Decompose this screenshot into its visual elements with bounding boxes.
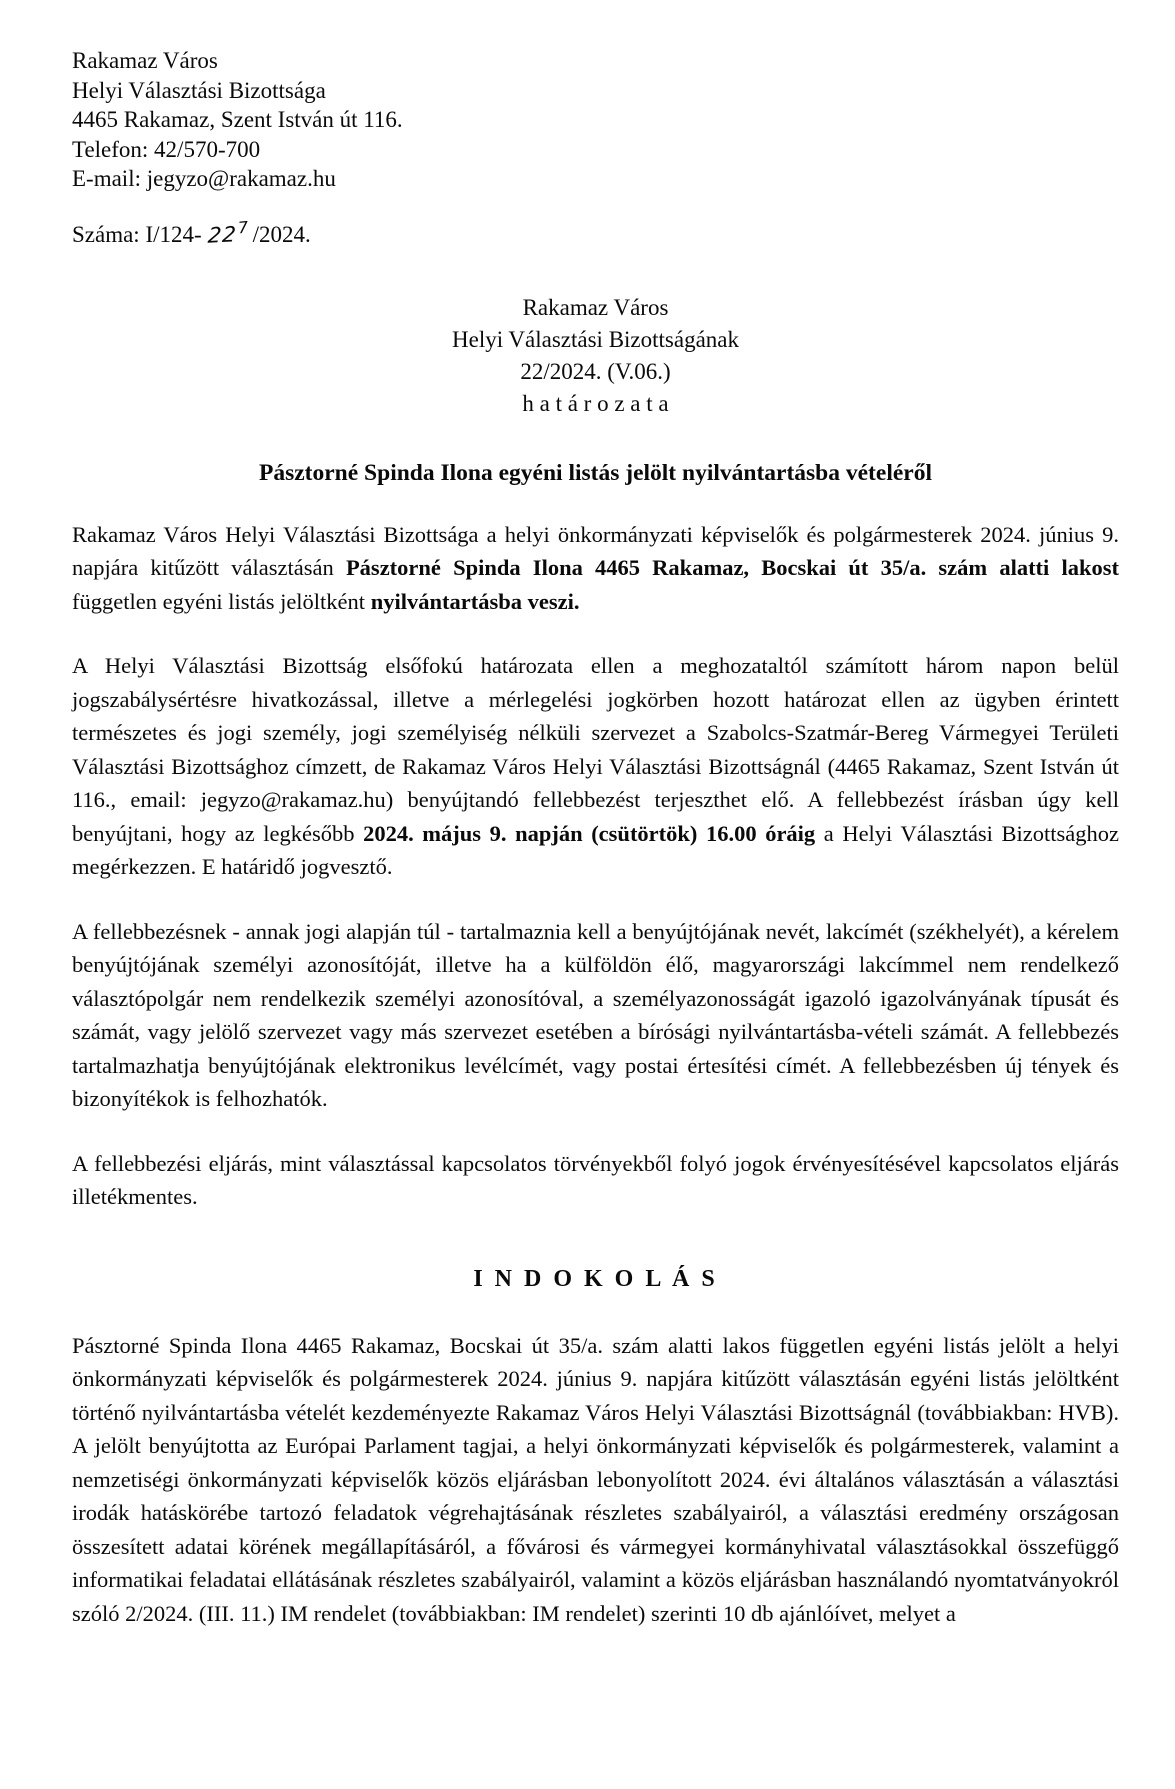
letterhead-phone: Telefon: 42/570-700: [72, 136, 261, 162]
case-number-line: [72, 218, 1119, 248]
decision-heading-org-line2: Helyi Választási Bizottságának: [452, 326, 739, 352]
paragraph-indokolas-background: Pásztorné Spinda Ilona 4465 Rakamaz, Bocskai út 35/a. szám alatti lakos független egyéni listás jelölt a helyi önkormányzati képviselők és polgármesterek 2024. június 9. napjára kitűzött választásán egyéni listás jelöltként történő nyilvántartásba vételét kezdeményezte Rakamaz Város Helyi Választási Bizottságnál (továbbiakban: HVB). A jelölt benyújtotta az Európai Parlament tagjai, a helyi önkormányzati képviselők és polgármesterek, valamint a nemzetiségi önkormányzati képviselők közös eljárásban lebonyolított 2024. évi általános választásán a választási irodák hatáskörébe tartozó feladatok végrehajtásának részletes szabályairól, a választási eredmény országosan összesített adatai körének megállapításáról, a fővárosi és vármegyei kormányhivatal választásokkal összefüggő informatikai feladatai ellátásának részletes szabályairól, valamint a közös eljárásban használandó nyomtatványokról szóló 2/2024. (III. 11.) IM rendelet (továbbiakban: IM rendelet) szerinti 10 db ajánlóívet, melyet a: [72, 1332, 1119, 1626]
indokolas-section: [72, 1266, 1119, 1631]
case-number-handwritten: 22: [206, 221, 238, 248]
decision-heading-org-line1: Rakamaz Város: [522, 294, 669, 320]
decision-heading: [72, 292, 1119, 420]
paragraph-decision: Rakamaz Város Helyi Választási Bizottsága a helyi önkormányzati képviselők és polgármesterek 2024. június 9. napjára kitűzött választásán Pásztorné Spinda Ilona 4465 Rakamaz, Bocskai út 35/a. szám alatti lakost független egyéni listás jelöltként nyilvántartásba veszi.: [72, 521, 1119, 614]
case-number-prefix: Száma: I/124-: [72, 221, 202, 247]
subject-line: Pásztorné Spinda Ilona egyéni listás jelölt nyilvántartásba vételéről: [259, 459, 932, 486]
case-number-handwritten-sup: 7: [237, 217, 250, 237]
letterhead-email: E-mail: jegyzo@rakamaz.hu: [72, 166, 336, 191]
letterhead-org-unit: Helyi Választási Bizottsága: [72, 77, 326, 103]
case-number-suffix: /2024.: [252, 221, 311, 247]
paragraph-fee-exemption: A fellebbezési eljárás, mint választással kapcsolatos törvényekből folyó jogok érvényesítésével kapcsolatos eljárás illetékmentes.: [72, 1150, 1119, 1209]
letterhead-org-name: Rakamaz Város: [72, 48, 218, 73]
paragraph-appeal-info: A Helyi Választási Bizottság elsőfokú határozata ellen a meghozataltól számított három napon belül jogszabálysértésre hivatkozással, illetve a mérlegelési jogkörben hozott határozat ellen az ügyben érintett természetes és jogi személy, jogi személyiség nélküli szervezet a Szabolcs-Szatmár-Bereg Vármegyei Területi Választási Bizottsághoz címzett, de Rakamaz Város Helyi Választási Bizottságnál (4465 Rakamaz, Szent István út 116., email: jegyzo@rakamaz.hu) benyújtandó fellebbezést terjeszthet elő. A fellebbezést írásban úgy kell benyújtani, hogy az legkésőbb 2024. május 9. napján (csütörtök) 16.00 óráig a Helyi Választási Bizottsághoz megérkezzen. E határidő jogvesztő.: [72, 653, 1119, 879]
indokolas-heading: I N D O K O L Á S: [473, 1265, 718, 1292]
letterhead: [72, 46, 1119, 194]
letterhead-address: 4465 Rakamaz, Szent István út 116.: [72, 107, 403, 132]
paragraph-appeal-content-requirements: A fellebbezésnek - annak jogi alapján túl - tartalmaznia kell a benyújtójának nevét, lakcímét (székhelyét), a kérelem benyújtójának személyi azonosítóját, illetve ha a külföldön élő, magyarországi lakcímmel nem rendelkező választópolgár nem rendelkezik személyi azonosítóval, a személyazonosságát igazoló igazolványának típusát és számát, vagy jelölő szervezet vagy más szervezet esetében a bírósági nyilvántartásba-vételi számát. A fellebbezés tartalmazhatja benyújtójának elektronikus levélcímét, vagy postai értesítési címét. A fellebbezésben új tények és bizonyítékok is felhozhatók.: [72, 918, 1119, 1111]
decision-number: 22/2024. (V.06.): [520, 358, 671, 384]
decision-type-label: h a t á r o z a t a: [522, 390, 669, 416]
